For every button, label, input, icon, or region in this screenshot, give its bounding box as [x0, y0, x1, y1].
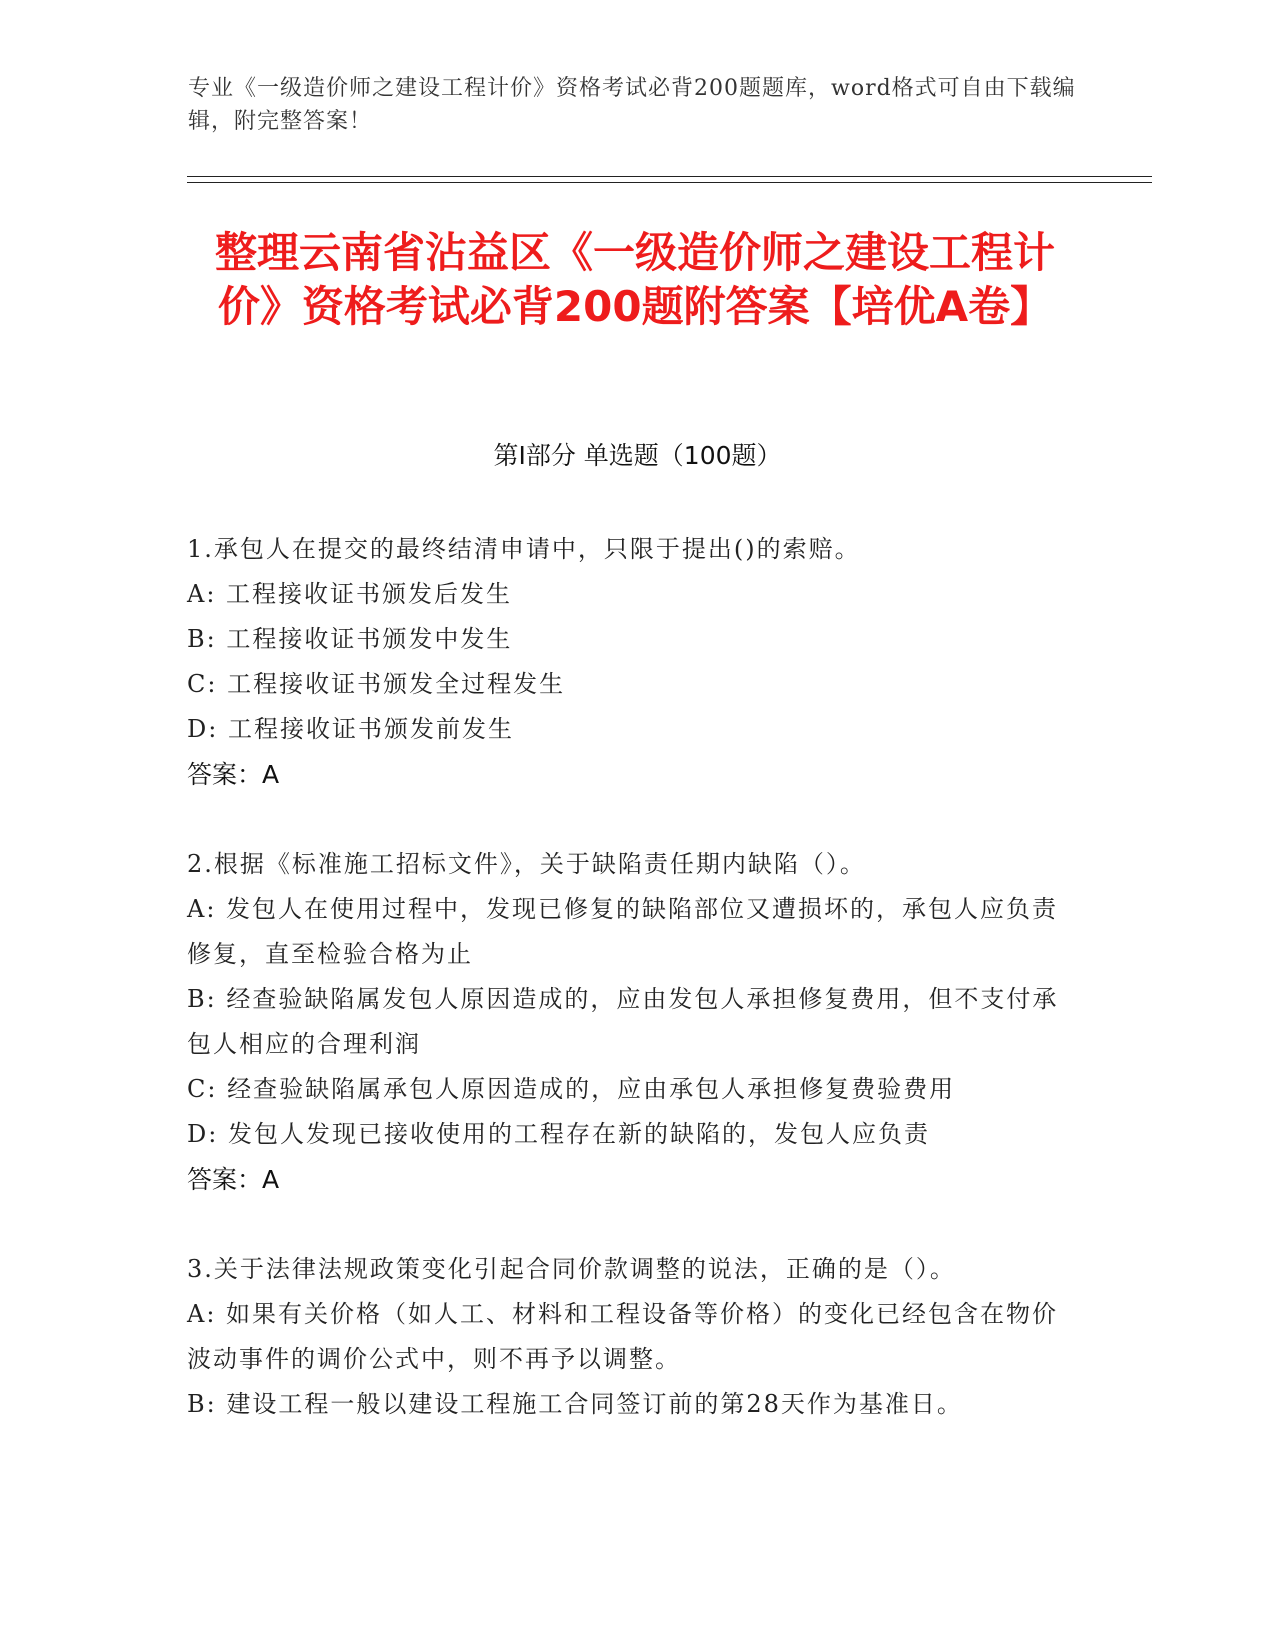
option-b: B: 建设工程一般以建设工程施工合同签订前的第28天作为基准日。 [187, 1390, 963, 1418]
question-stem: 1.承包人在提交的最终结清申请中，只限于提出()的索赔。 [187, 535, 861, 563]
section-title: 第I部分 单选题（100题） [493, 441, 782, 470]
option-a: A: 工程接收证书颁发后发生 [187, 580, 513, 608]
document-title: 整理云南省沾益区《一级造价师之建设工程计价》资格考试必背200题附答案【培优A卷】 [214, 228, 1055, 331]
question-3 [187, 1247, 1072, 1427]
question-2 [187, 842, 1072, 1202]
question-list [187, 527, 1072, 1472]
option-c: C: 工程接收证书颁发全过程发生 [187, 670, 566, 698]
option-a: A: 如果有关价格（如人工、材料和工程设备等价格）的变化已经包含在物价波动事件的调价公式中，则不再予以调整。 [187, 1300, 1059, 1373]
answer: 答案：A [187, 760, 280, 789]
header-note: 专业《一级造价师之建设工程计价》资格考试必背200题题库，word格式可自由下载编辑，附完整答案！ [188, 76, 1076, 134]
option-d: D: 工程接收证书颁发前发生 [187, 715, 514, 743]
option-b: B: 工程接收证书颁发中发生 [187, 625, 513, 653]
option-c: C: 经查验缺陷属承包人原因造成的，应由承包人承担修复费验费用 [187, 1075, 956, 1103]
question-stem: 3.关于法律法规政策变化引起合同价款调整的说法，正确的是（）。 [187, 1255, 956, 1283]
question-1 [187, 527, 1072, 797]
answer: 答案：A [187, 1165, 280, 1194]
option-a: A: 发包人在使用过程中，发现已修复的缺陷部位又遭损坏的，承包人应负责修复，直至检验合格为止 [187, 895, 1059, 968]
question-stem: 2.根据《标准施工招标文件》，关于缺陷责任期内缺陷（）。 [187, 850, 866, 878]
option-b: B: 经查验缺陷属发包人原因造成的，应由发包人承担修复费用，但不支付承包人相应的合理利润 [187, 985, 1059, 1058]
option-d: D: 发包人发现已接收使用的工程存在新的缺陷的，发包人应负责 [187, 1120, 930, 1148]
header-rule-bottom [187, 182, 1152, 183]
header-rule-top [187, 176, 1152, 177]
